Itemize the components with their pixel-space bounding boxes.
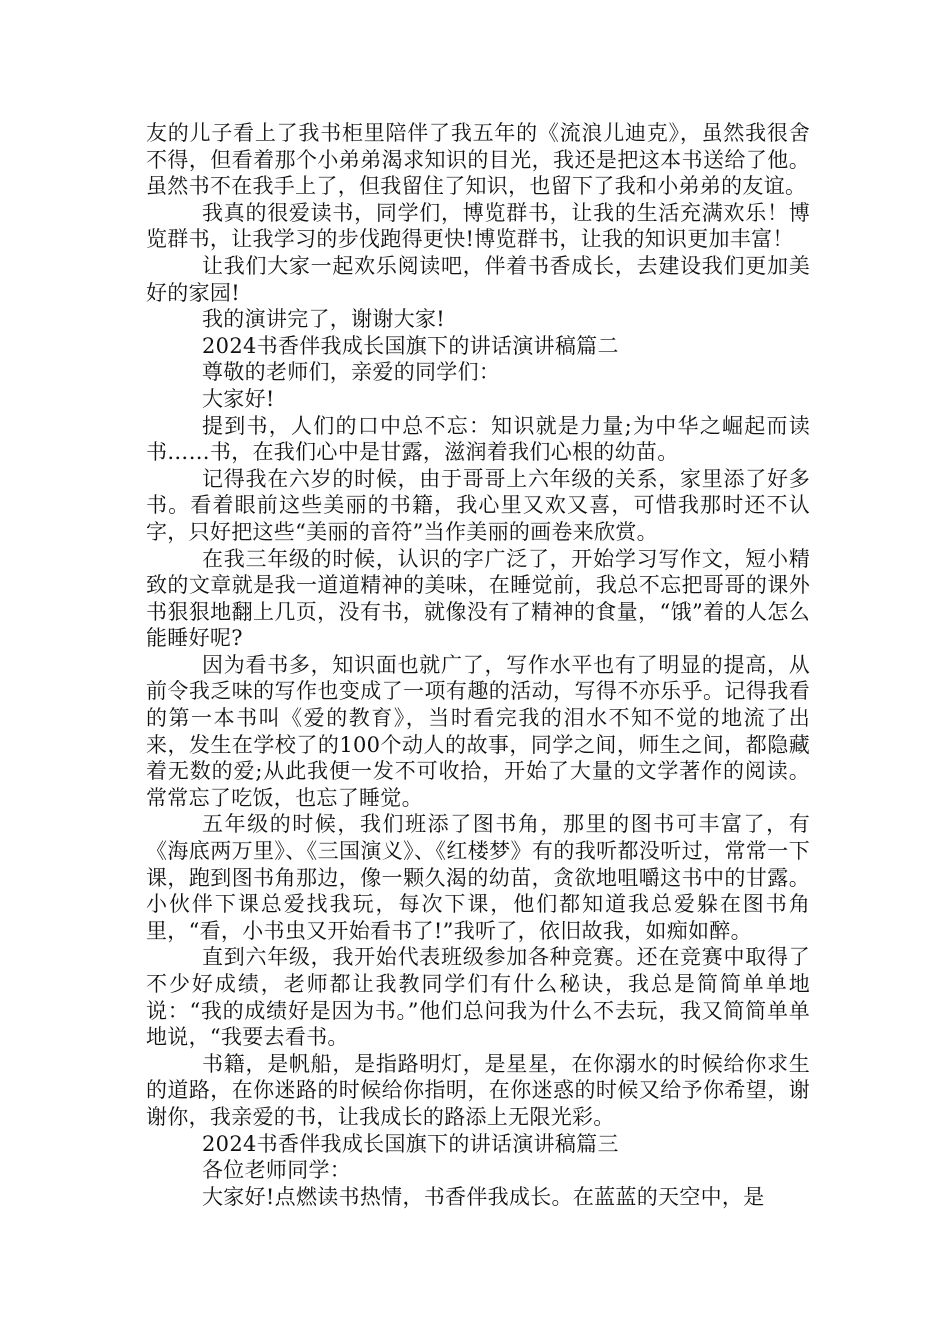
paragraph: 记得我在六岁的时候，由于哥哥上六年级的关系，家里添了好多书。看着眼前这些美丽的书籍，我心里又欢又喜，可惜我那时还不认字，只好把这些“美丽的音符”当作美丽的画卷来欣赏。 [146,466,810,544]
paragraph: 在我三年级的时候，认识的字广泛了，开始学习写作文，短小精致的文章就是我一道道精神的美味，在睡觉前，我总不忘把哥哥的课外书狠狠地翻上几页，没有书，就像没有了精神的食量，“饿”着的人怎么能睡好呢? [146,546,810,651]
paragraph: 我的演讲完了，谢谢大家! [202,307,446,332]
section-heading: 2024书香伴我成长国旗下的讲话演讲稿篇二 [202,333,619,358]
paragraph: 我真的很爱读书，同学们，博览群书，让我的生活充满欢乐！博览群书，让我学习的步伐跑得更快!博览群书，让我的知识更加丰富！ [146,200,810,252]
paragraph: 大家好!点燃读书热情，书香伴我成长。在蓝蓝的天空中，是 [202,1184,765,1209]
paragraph: 提到书，人们的口中总不忘：知识就是力量;为中华之崛起而读书……书，在我们心中是甘露，滋润着我们心根的幼苗。 [146,413,810,465]
paragraph: 书籍，是帆船，是指路明灯，是星星，在你溺水的时候给你求生的道路，在你迷路的时候给你指明，在你迷惑的时候又给予你希望，谢谢你，我亲爱的书，让我成长的路添上无限光彩。 [146,1051,810,1129]
paragraph-continuation: 友的儿子看上了我书柜里陪伴了我五年的《流浪儿迪克》，虽然我很舍不得，但看着那个小弟弟渴求知识的目光，我还是把这本书送给了他。虽然书不在我手上了，但我留住了知识，也留下了我和小弟弟的友谊。 [146,121,810,199]
salutation: 尊敬的老师们，亲爱的同学们： [202,360,501,385]
section-heading: 2024书香伴我成长国旗下的讲话演讲稿篇三 [202,1131,619,1156]
paragraph: 直到六年级，我开始代表班级参加各种竞赛。还在竞赛中取得了不少好成绩，老师都让我教同学们有什么秘诀，我总是简简单单地说：“我的成绩好是因为书。”他们总问我为什么不去玩，我又简简单单地说，“我要去看书。 [146,945,810,1050]
paragraph: 因为看书多，知识面也就广了，写作水平也有了明显的提高，从前令我乏味的写作也变成了一项有趣的活动，写得不亦乐乎。记得我看的第一本书叫《爱的教育》，当时看完我的泪水不知不觉的地流了出来，发生在学校了的100个动人的故事，同学之间，师生之间，都隐藏着无数的爱;从此我便一发不可收拾，开始了大量的文学著作的阅读。常常忘了吃饭，也忘了睡觉。 [146,652,810,810]
document-body [146,120,810,1210]
greeting: 大家好! [202,386,275,411]
paragraph: 让我们大家一起欢乐阅读吧，伴着书香成长，去建设我们更加美好的家园! [146,253,810,305]
paragraph: 五年级的时候，我们班添了图书角，那里的图书可丰富了，有《海底两万里》、《三国演义》、《红楼梦》有的我听都没听过，常常一下课，跑到图书角那边，像一颗久渴的幼苗，贪欲地咀嚼这书中的甘露。小伙伴下课总爱找我玩，每次下课，他们都知道我总爱躲在图书角里，“看，小书虫又开始看书了!”我听了，依旧故我，如痴如醉。 [146,812,810,943]
salutation: 各位老师同学： [202,1158,352,1183]
